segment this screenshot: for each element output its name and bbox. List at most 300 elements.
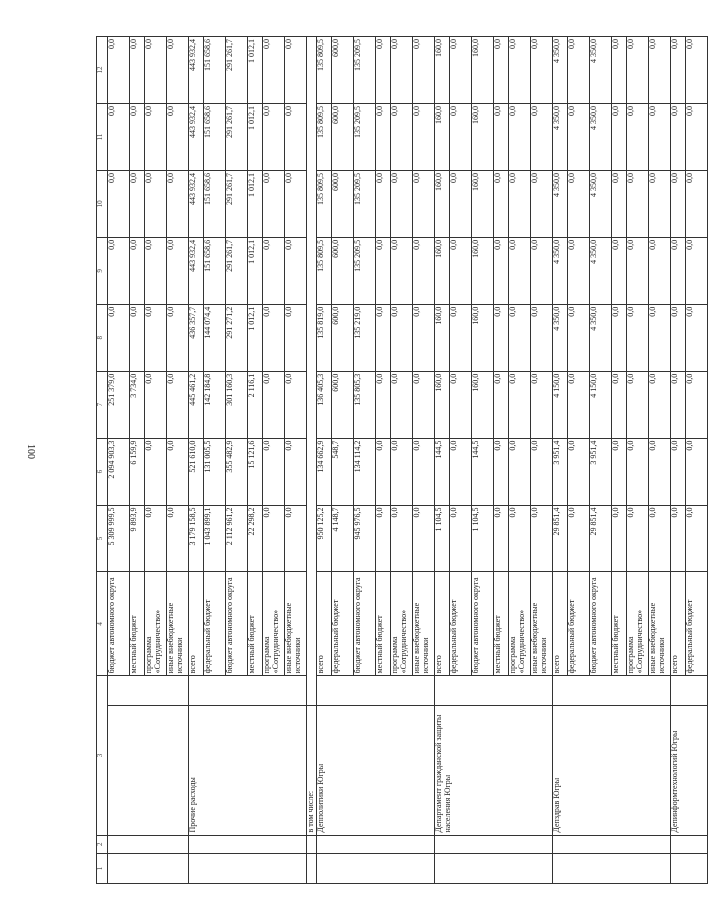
table-row: [435, 37, 450, 884]
value-cell: 0,0: [413, 304, 435, 371]
value-cell: 0,0: [494, 304, 509, 371]
value-cell: 0,0: [450, 505, 472, 572]
funding-source: всего: [435, 572, 450, 676]
empty-cell: [307, 835, 317, 853]
section-label: [108, 706, 189, 835]
value-cell: 2 116,1: [248, 371, 263, 438]
value-cell: 15 121,6: [248, 438, 263, 505]
empty-cell: [435, 854, 553, 884]
value-cell: 0,0: [686, 170, 708, 237]
section-label: в том числе:: [307, 706, 317, 835]
value-cell: 0,0: [494, 170, 509, 237]
value-cell: 151 658,6: [204, 237, 226, 304]
value-cell: 0,0: [649, 237, 671, 304]
funding-source: иные внебюджетные источники: [413, 572, 435, 676]
value-cell: 0,0: [130, 237, 145, 304]
value-cell: 0,0: [376, 37, 391, 104]
value-cell: 0,0: [649, 371, 671, 438]
value-cell: 0,0: [263, 505, 285, 572]
value-cell: 0,0: [649, 304, 671, 371]
empty-cell: [435, 835, 553, 853]
column-number: 8: [97, 304, 108, 371]
table-row: [189, 37, 204, 884]
value-cell: 0,0: [450, 371, 472, 438]
value-cell: 135 209,5: [354, 37, 376, 104]
value-cell: 0,0: [494, 237, 509, 304]
value-cell: 3 951,4: [590, 438, 612, 505]
value-cell: 0,0: [376, 505, 391, 572]
value-cell: 0,0: [285, 237, 307, 304]
value-cell: 0,0: [531, 104, 553, 171]
column-number: 4: [97, 572, 108, 676]
column-number: 5: [97, 505, 108, 572]
funding-source: программа «Сотрудничество»: [509, 572, 531, 676]
value-cell: 0,0: [450, 237, 472, 304]
value-cell: 0,0: [285, 304, 307, 371]
value-cell: 0,0: [391, 371, 413, 438]
value-cell: 1 012,1: [248, 37, 263, 104]
value-cell: 0,0: [167, 170, 189, 237]
value-cell: 0,0: [108, 37, 130, 104]
value-cell: 0,0: [108, 170, 130, 237]
value-cell: 0,0: [531, 170, 553, 237]
value-cell: 0,0: [145, 237, 167, 304]
value-cell: 0,0: [649, 104, 671, 171]
value-cell: 135 819,0: [317, 304, 332, 371]
value-cell: 0,0: [509, 371, 531, 438]
value-cell: 0,0: [450, 104, 472, 171]
value-cell: 0,0: [612, 170, 627, 237]
value-cell: 135 809,5: [317, 237, 332, 304]
value-cell: 160,0: [472, 304, 494, 371]
value-cell: 135 809,5: [317, 37, 332, 104]
value-cell: 4 350,0: [553, 104, 568, 171]
empty-cell: [108, 676, 189, 706]
table-row: [553, 37, 568, 884]
value-cell: 0,0: [145, 304, 167, 371]
value-cell: 2 094 903,3: [108, 438, 130, 505]
funding-source: местный бюджет: [130, 572, 145, 676]
value-cell: 0,0: [167, 505, 189, 572]
budget-table: [96, 36, 708, 884]
value-cell: 135 809,5: [317, 104, 332, 171]
value-cell: 0,0: [649, 170, 671, 237]
empty-cell: [317, 835, 435, 853]
value-cell: 0,0: [108, 237, 130, 304]
funding-source: федеральный бюджет: [568, 572, 590, 676]
value-cell: 0,0: [130, 304, 145, 371]
value-cell: 3 734,0: [130, 371, 145, 438]
value-cell: 0,0: [671, 304, 686, 371]
empty-cell: [553, 835, 671, 853]
value-cell: 0,0: [509, 37, 531, 104]
funding-source: бюджет автономного округа: [590, 572, 612, 676]
value-cell: 0,0: [450, 170, 472, 237]
table-row: [317, 37, 332, 884]
value-cell: 0,0: [686, 37, 708, 104]
funding-source: всего: [189, 572, 204, 676]
value-cell: 0,0: [145, 371, 167, 438]
value-cell: 0,0: [263, 37, 285, 104]
value-cell: 0,0: [413, 438, 435, 505]
value-cell: 445 461,2: [189, 371, 204, 438]
value-cell: 134 662,9: [317, 438, 332, 505]
value-cell: 436 357,7: [189, 304, 204, 371]
column-number: 7: [97, 371, 108, 438]
value-cell: 0,0: [391, 170, 413, 237]
value-cell: 0,0: [568, 104, 590, 171]
value-cell: 135 219,0: [354, 304, 376, 371]
value-cell: 0,0: [376, 104, 391, 171]
value-cell: 0,0: [627, 237, 649, 304]
value-cell: 0,0: [285, 37, 307, 104]
value-cell: 0,0: [263, 304, 285, 371]
value-cell: 0,0: [531, 37, 553, 104]
column-number: 9: [97, 237, 108, 304]
value-cell: 1 104,5: [472, 505, 494, 572]
value-cell: 0,0: [686, 505, 708, 572]
value-cell: 0,0: [568, 237, 590, 304]
funding-source: всего: [553, 572, 568, 676]
value-cell: 0,0: [263, 104, 285, 171]
value-cell: 160,0: [435, 304, 450, 371]
value-cell: 4 150,0: [590, 371, 612, 438]
value-cell: 1 012,1: [248, 170, 263, 237]
funding-source: бюджет автономного округа: [108, 572, 130, 676]
value-cell: 0,0: [686, 371, 708, 438]
value-cell: 600,0: [332, 37, 354, 104]
value-cell: 1 043 899,1: [204, 505, 226, 572]
value-cell: 0,0: [413, 505, 435, 572]
value-cell: 160,0: [472, 104, 494, 171]
column-number: 3: [97, 676, 108, 835]
value-cell: 600,0: [332, 237, 354, 304]
value-cell: 0,0: [285, 438, 307, 505]
value-cell: 0,0: [509, 170, 531, 237]
value-cell: 4 350,0: [553, 304, 568, 371]
table-row: [108, 37, 130, 884]
value-cell: 5 309 999,5: [108, 505, 130, 572]
value-cell: 134 114,2: [354, 438, 376, 505]
value-cell: 0,0: [612, 371, 627, 438]
value-cell: 0,0: [686, 237, 708, 304]
value-cell: 0,0: [686, 104, 708, 171]
value-cell: 2 112 961,2: [226, 505, 248, 572]
value-cell: 443 932,4: [189, 237, 204, 304]
value-cell: 0,0: [130, 170, 145, 237]
value-cell: 0,0: [263, 438, 285, 505]
value-cell: 0,0: [671, 438, 686, 505]
column-number: 6: [97, 438, 108, 505]
value-cell: 0,0: [167, 237, 189, 304]
empty-cell: [108, 854, 189, 884]
value-cell: 548,7: [332, 438, 354, 505]
value-cell: 0,0: [413, 104, 435, 171]
value-cell: 0,0: [627, 304, 649, 371]
value-cell: 22 298,2: [248, 505, 263, 572]
empty-cell: [189, 854, 307, 884]
value-cell: 0,0: [263, 170, 285, 237]
value-cell: 0,0: [494, 371, 509, 438]
value-cell: 0,0: [509, 237, 531, 304]
value-cell: 0,0: [568, 505, 590, 572]
value-cell: 0,0: [494, 104, 509, 171]
section-label: Депздрав Югры: [553, 706, 671, 835]
value-cell: 4 350,0: [590, 170, 612, 237]
value-cell: 160,0: [472, 37, 494, 104]
empty-cell: [307, 37, 317, 706]
section-label: Прочие расходы: [189, 706, 307, 835]
column-number: 11: [97, 104, 108, 171]
funding-source: иные внебюджетные источники: [531, 572, 553, 676]
value-cell: 0,0: [108, 304, 130, 371]
value-cell: 0,0: [627, 104, 649, 171]
value-cell: 0,0: [568, 371, 590, 438]
value-cell: 0,0: [627, 170, 649, 237]
empty-cell: [671, 676, 708, 706]
funding-source: местный бюджет: [376, 572, 391, 676]
value-cell: 0,0: [671, 505, 686, 572]
section-label-row: [307, 37, 317, 884]
value-cell: 950 125,2: [317, 505, 332, 572]
value-cell: 251 379,0: [108, 371, 130, 438]
value-cell: 9 893,9: [130, 505, 145, 572]
value-cell: 0,0: [627, 37, 649, 104]
column-number-row: [97, 37, 108, 884]
value-cell: 0,0: [612, 505, 627, 572]
value-cell: 151 658,6: [204, 170, 226, 237]
value-cell: 0,0: [568, 304, 590, 371]
value-cell: 0,0: [145, 505, 167, 572]
value-cell: 0,0: [413, 371, 435, 438]
value-cell: 4 350,0: [553, 237, 568, 304]
value-cell: 443 932,4: [189, 170, 204, 237]
funding-source: программа «Сотрудничество»: [627, 572, 649, 676]
empty-cell: [189, 676, 307, 706]
value-cell: 0,0: [167, 104, 189, 171]
value-cell: 0,0: [145, 170, 167, 237]
funding-source: федеральный бюджет: [332, 572, 354, 676]
value-cell: 600,0: [332, 371, 354, 438]
value-cell: 0,0: [649, 438, 671, 505]
value-cell: 0,0: [612, 438, 627, 505]
value-cell: 142 184,8: [204, 371, 226, 438]
value-cell: 0,0: [391, 37, 413, 104]
value-cell: 0,0: [494, 37, 509, 104]
value-cell: 3 951,4: [553, 438, 568, 505]
value-cell: 0,0: [531, 237, 553, 304]
funding-source: местный бюджет: [248, 572, 263, 676]
value-cell: 0,0: [531, 371, 553, 438]
value-cell: 291 261,7: [226, 237, 248, 304]
value-cell: 4 350,0: [590, 304, 612, 371]
funding-source: программа «Сотрудничество»: [145, 572, 167, 676]
value-cell: 1 104,5: [435, 505, 450, 572]
value-cell: 945 976,5: [354, 505, 376, 572]
value-cell: 0,0: [450, 304, 472, 371]
value-cell: 0,0: [376, 237, 391, 304]
value-cell: 0,0: [612, 304, 627, 371]
value-cell: 0,0: [167, 438, 189, 505]
value-cell: 144,5: [435, 438, 450, 505]
budget-table-body: [97, 37, 708, 884]
empty-cell: [435, 676, 553, 706]
empty-cell: [317, 854, 435, 884]
value-cell: 0,0: [627, 438, 649, 505]
value-cell: 160,0: [435, 104, 450, 171]
value-cell: 0,0: [130, 104, 145, 171]
value-cell: 135 209,5: [354, 104, 376, 171]
value-cell: 0,0: [509, 304, 531, 371]
value-cell: 1 012,1: [248, 237, 263, 304]
value-cell: 4 350,0: [590, 104, 612, 171]
value-cell: 4 150,0: [553, 371, 568, 438]
empty-cell: [671, 835, 708, 853]
value-cell: 0,0: [376, 438, 391, 505]
value-cell: 443 932,4: [189, 104, 204, 171]
value-cell: 136 405,3: [317, 371, 332, 438]
funding-source: федеральный бюджет: [450, 572, 472, 676]
value-cell: 0,0: [285, 104, 307, 171]
funding-source: программа «Сотрудничество»: [391, 572, 413, 676]
table-row: [671, 37, 686, 884]
empty-cell: [317, 676, 435, 706]
value-cell: 6 159,9: [130, 438, 145, 505]
value-cell: 0,0: [145, 438, 167, 505]
value-cell: 4 148,7: [332, 505, 354, 572]
page-number: 100: [25, 444, 36, 459]
funding-source: иные внебюджетные источники: [285, 572, 307, 676]
value-cell: 0,0: [391, 304, 413, 371]
value-cell: 0,0: [413, 237, 435, 304]
value-cell: 0,0: [568, 37, 590, 104]
value-cell: 135 209,5: [354, 237, 376, 304]
value-cell: 0,0: [649, 505, 671, 572]
value-cell: 600,0: [332, 104, 354, 171]
value-cell: 0,0: [285, 505, 307, 572]
value-cell: 0,0: [671, 237, 686, 304]
value-cell: 0,0: [108, 104, 130, 171]
value-cell: 135 805,3: [354, 371, 376, 438]
value-cell: 521 610,0: [189, 438, 204, 505]
value-cell: 0,0: [612, 104, 627, 171]
value-cell: 0,0: [450, 37, 472, 104]
value-cell: 0,0: [568, 170, 590, 237]
value-cell: 0,0: [130, 37, 145, 104]
value-cell: 0,0: [627, 371, 649, 438]
value-cell: 0,0: [263, 237, 285, 304]
value-cell: 0,0: [671, 37, 686, 104]
column-number: 1: [97, 854, 108, 884]
section-label: Департамент гражданской защиты населения Югры: [435, 706, 553, 835]
value-cell: 144 074,4: [204, 304, 226, 371]
funding-source: местный бюджет: [494, 572, 509, 676]
value-cell: 291 261,7: [226, 104, 248, 171]
value-cell: 291 271,2: [226, 304, 248, 371]
value-cell: 3 179 158,5: [189, 505, 204, 572]
value-cell: 443 932,4: [189, 37, 204, 104]
value-cell: 0,0: [391, 237, 413, 304]
value-cell: 135 809,5: [317, 170, 332, 237]
value-cell: 0,0: [671, 170, 686, 237]
empty-cell: [553, 854, 671, 884]
funding-source: всего: [671, 572, 686, 676]
value-cell: 0,0: [686, 438, 708, 505]
value-cell: 600,0: [332, 304, 354, 371]
value-cell: 0,0: [391, 104, 413, 171]
value-cell: 0,0: [686, 304, 708, 371]
value-cell: 0,0: [145, 37, 167, 104]
funding-source: иные внебюджетные источники: [649, 572, 671, 676]
value-cell: 0,0: [612, 37, 627, 104]
value-cell: 0,0: [509, 505, 531, 572]
value-cell: 0,0: [376, 170, 391, 237]
value-cell: 4 350,0: [553, 170, 568, 237]
value-cell: 0,0: [531, 505, 553, 572]
value-cell: 0,0: [531, 304, 553, 371]
value-cell: 355 482,9: [226, 438, 248, 505]
column-number: 12: [97, 37, 108, 104]
value-cell: 0,0: [671, 104, 686, 171]
value-cell: 4 350,0: [553, 37, 568, 104]
funding-source: иные внебюджетные источники: [167, 572, 189, 676]
empty-cell: [307, 854, 317, 884]
section-label: Депинформтехнологий Югры: [671, 706, 708, 835]
rotated-table-container: [96, 36, 694, 884]
value-cell: 0,0: [649, 37, 671, 104]
value-cell: 0,0: [509, 438, 531, 505]
funding-source: программа «Сотрудничество»: [263, 572, 285, 676]
value-cell: 0,0: [376, 304, 391, 371]
value-cell: 4 350,0: [590, 37, 612, 104]
value-cell: 29 851,4: [590, 505, 612, 572]
value-cell: 600,0: [332, 170, 354, 237]
value-cell: 160,0: [435, 170, 450, 237]
value-cell: 160,0: [472, 371, 494, 438]
value-cell: 0,0: [494, 438, 509, 505]
column-number: 10: [97, 170, 108, 237]
value-cell: 0,0: [263, 371, 285, 438]
value-cell: 0,0: [167, 371, 189, 438]
value-cell: 0,0: [167, 37, 189, 104]
empty-cell: [553, 676, 671, 706]
value-cell: 135 209,5: [354, 170, 376, 237]
value-cell: 0,0: [285, 371, 307, 438]
funding-source: всего: [317, 572, 332, 676]
value-cell: 0,0: [671, 371, 686, 438]
value-cell: 144,5: [472, 438, 494, 505]
funding-source: федеральный бюджет: [686, 572, 708, 676]
value-cell: 4 350,0: [590, 237, 612, 304]
value-cell: 0,0: [285, 170, 307, 237]
empty-cell: [189, 835, 307, 853]
value-cell: 0,0: [627, 505, 649, 572]
value-cell: 160,0: [472, 237, 494, 304]
value-cell: 160,0: [435, 237, 450, 304]
value-cell: 0,0: [376, 371, 391, 438]
value-cell: 0,0: [494, 505, 509, 572]
value-cell: 29 851,4: [553, 505, 568, 572]
value-cell: 0,0: [413, 37, 435, 104]
funding-source: местный бюджет: [612, 572, 627, 676]
funding-source: бюджет автономного округа: [354, 572, 376, 676]
value-cell: 0,0: [568, 438, 590, 505]
value-cell: 0,0: [531, 438, 553, 505]
value-cell: 0,0: [612, 237, 627, 304]
value-cell: 0,0: [509, 104, 531, 171]
value-cell: 0,0: [391, 505, 413, 572]
value-cell: 291 261,7: [226, 37, 248, 104]
